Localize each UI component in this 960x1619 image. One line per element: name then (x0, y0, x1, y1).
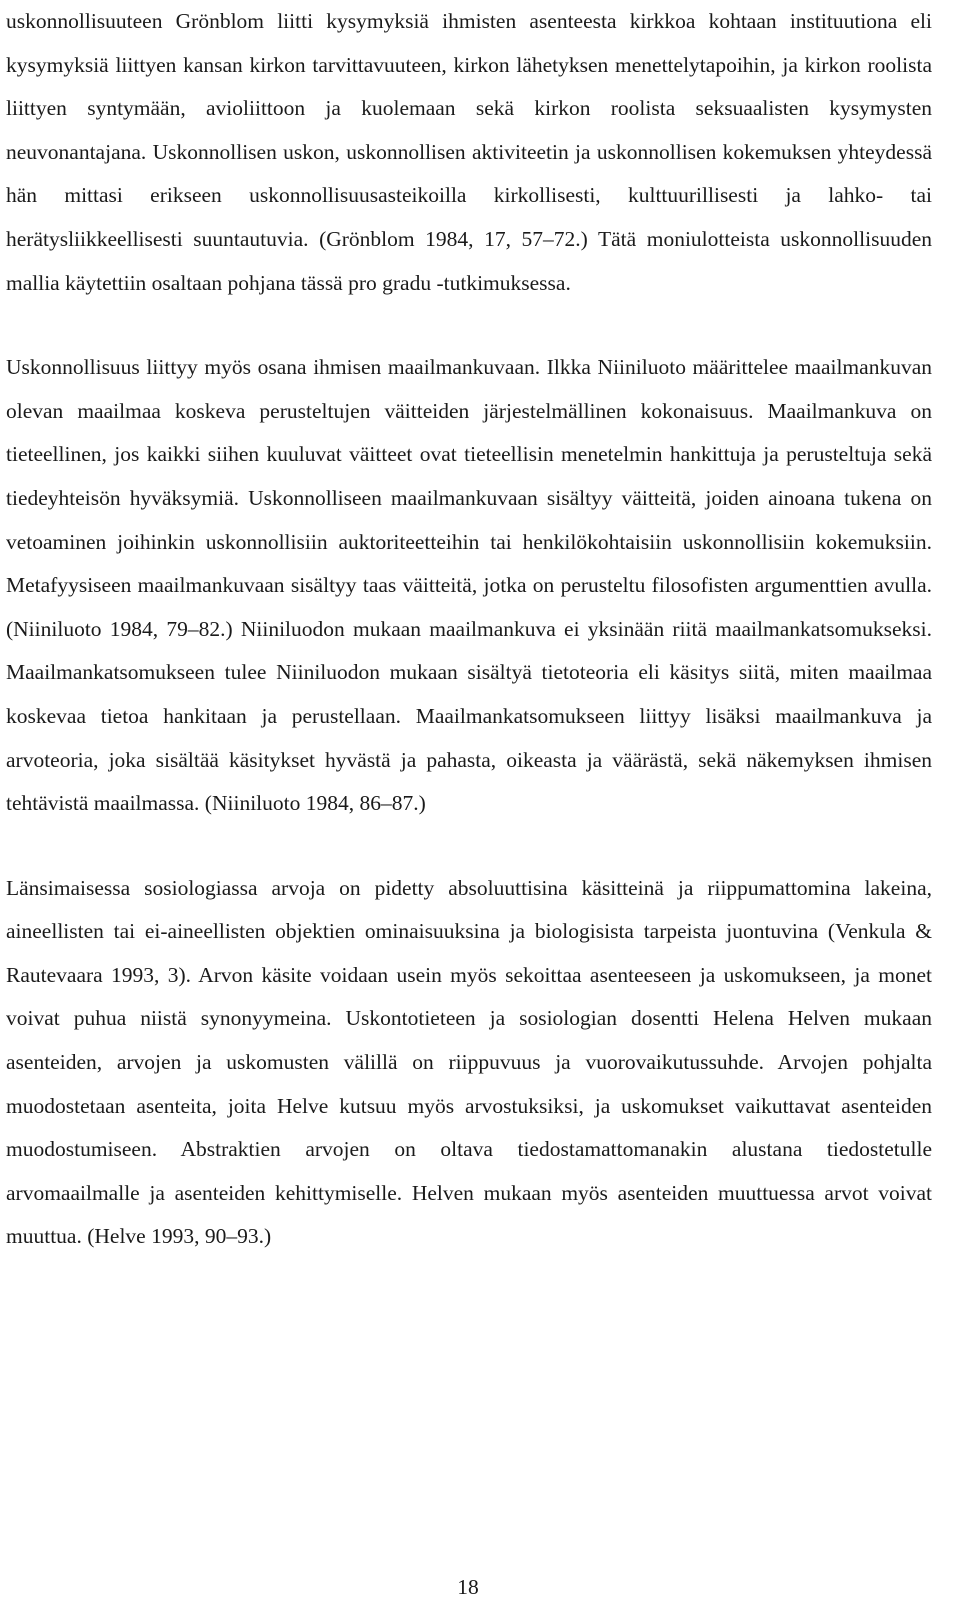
paragraph-worldview: Uskonnollisuus liittyy myös osana ihmisen maailmankuvaan. Ilkka Niiniluoto määrittelee maailmankuvan olevan maailmaa koskeva perusteltujen väitteiden järjestelmällinen kokonaisuus. Maailmankuva on tieteellinen, jos kaikki siihen kuuluvat väitteet ovat tieteellisin menetelmin hankittuja ja perusteltuja sekä tiedeyhteisön hyväksymiä. Uskonnolliseen maailmankuvaan sisältyy väitteitä, joiden ainoana tukena on vetoaminen joihinkin uskonnollisiin auktoriteetteihin tai henkilökohtaisiin uskonnollisiin kokemuksiin. Metafyysiseen maailmankuvaan sisältyy taas väitteitä, jotka on perusteltu filosofisten argumenttien avulla. (Niiniluoto 1984, 79–82.) Niiniluodon mukaan maailmankuva ei yksinään riitä maailmankatsomukseksi. Maailmankatsomukseen tulee Niiniluodon mukaan sisältyä tietoteoria eli käsitys siitä, miten maailmaa koskevaa tietoa hankitaan ja perustellaan. Maailmankatsomukseen liittyy lisäksi maailmankuva ja arvoteoria, joka sisältää käsitykset hyvästä ja pahasta, oikeasta ja väärästä, sekä näkemyksen ihmisen tehtävistä maailmassa. (Niiniluoto 1984, 86–87.) (6, 355, 932, 816)
document-page (6, 0, 932, 1259)
paragraph-values: Länsimaisessa sosiologiassa arvoja on pidetty absoluuttisina käsitteinä ja riippumattomina lakeina, aineellisten tai ei-aineellisten objektien ominaisuuksina ja biologisista tarpeista juontuvina (Venkula & Rautevaara 1993, 3). Arvon käsite voidaan usein myös sekoittaa asenteeseen ja uskomukseen, ja monet voivat puhua niistä synonyymeina. Uskontotieteen ja sosiologian dosentti Helena Helven mukaan asenteiden, arvojen ja uskomusten välillä on riippuvuus ja vuorovaikutussuhde. Arvojen pohjalta muodostetaan asenteita, joita Helve kutsuu myös arvostuksiksi, ja uskomukset vaikuttavat asenteiden muodostumiseen. Abstraktien arvojen on oltava tiedostamattomanakin alustana tiedostetulle arvomaailmalle ja asenteiden kehittymiselle. Helven mukaan myös asenteiden muuttuessa arvot voivat muuttua. (Helve 1993, 90–93.) (6, 875, 932, 1249)
paragraph-religiosity-dimensions: uskonnollisuuteen Grönblom liitti kysymyksiä ihmisten asenteesta kirkkoa kohtaan instituutiona eli kysymyksiä liittyen kansan kirkon tarvittavuuteen, kirkon lähetyksen menettelytapoihin, ja kirkon roolista liittyen syntymään, avioliittoon ja kuolemaan sekä kirkon roolista seksuaalisten kysymysten neuvonantajana. Uskonnollisen uskon, uskonnollisen aktiviteetin ja uskonnollisen kokemuksen yhteydessä hän mittasi erikseen uskonnollisuusasteikoilla kirkollisesti, kulttuurillisesti ja lahko- tai herätysliikkeellisesti suuntautuvia. (Grönblom 1984, 17, 57–72.) Tätä moniulotteista uskonnollisuuden mallia käytettiin osaltaan pohjana tässä pro gradu -tutkimuksessa. (6, 9, 932, 295)
page-number: 18 (457, 1575, 479, 1599)
